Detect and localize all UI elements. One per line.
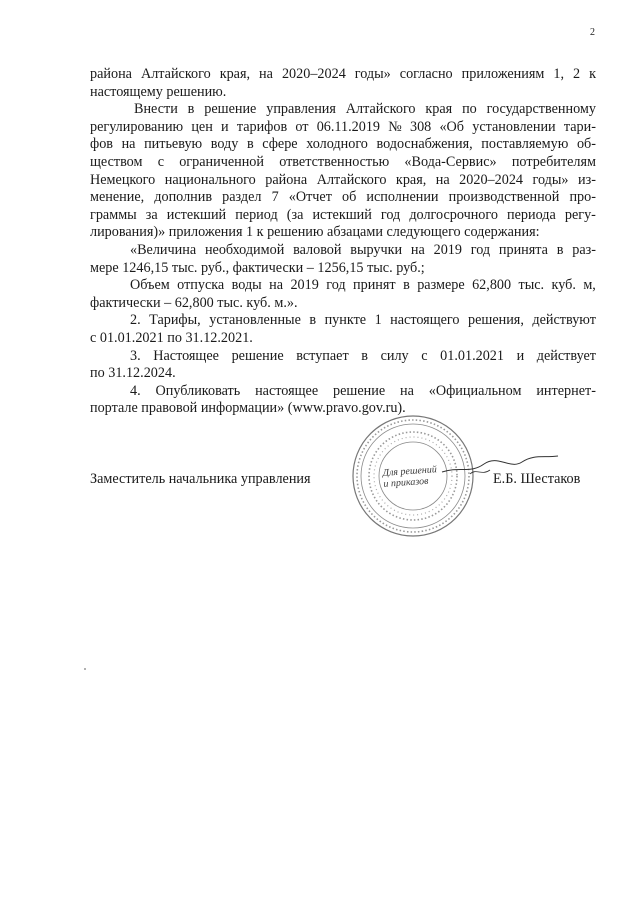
text-line: по 31.12.2024.	[90, 365, 176, 382]
text-line: с 01.01.2021 по 31.12.2021.	[90, 329, 253, 346]
paragraph-amendment	[90, 101, 596, 242]
text-line: лирования)» приложения 1 к решению абзацами следующего содержания:	[90, 224, 540, 241]
scan-artifact	[84, 668, 86, 670]
text-line: 4. Опубликовать настоящее решение на «Официальном интернет-	[130, 382, 596, 399]
text-line: портале правовой информации» (www.pravo.gov.ru).	[90, 400, 406, 417]
paragraph-water-volume	[90, 277, 596, 312]
text-line: «Величина необходимой валовой выручки на 2019 год принята в раз-	[130, 241, 596, 258]
text-line: района Алтайского края, на 2020–2024 годы» согласно приложениям 1, 2 к	[90, 66, 596, 82]
paragraph-continuation	[90, 66, 596, 101]
paragraph-revenue	[90, 242, 596, 277]
text-line: Внести в решение управления Алтайского края по государственному	[134, 101, 596, 118]
text-line: Немецкого национального района Алтайского края, на 2020–2024 годы» из-	[90, 171, 596, 188]
text-line: 3. Настоящее решение вступает в силу с 01.01.2021 и действует	[130, 347, 596, 364]
text-line: 2. Тарифы, установленные в пункте 1 настоящего решения, действуют	[130, 312, 596, 329]
document-body	[90, 66, 596, 418]
text-line: мере 1246,15 тыс. руб., фактически – 1256,15 тыс. руб.;	[90, 259, 425, 276]
signatory-name: Е.Б. Шестаков	[493, 471, 581, 487]
paragraph-item-4	[90, 383, 596, 418]
text-line: фактически – 62,800 тыс. куб. м.».	[90, 294, 298, 311]
paragraph-item-3	[90, 348, 596, 383]
text-line: Объем отпуска воды на 2019 год принят в размере 62,800 тыс. куб. м,	[130, 277, 596, 294]
page-number: 2	[590, 27, 595, 38]
signatory-title: Заместитель начальника управления	[90, 471, 311, 487]
text-line: регулированию цен и тарифов от 06.11.2019 № 308 «Об установлении тари-	[90, 118, 596, 135]
text-line: граммы за истекший период (за истекший год долгосрочного периода регу-	[90, 206, 596, 223]
text-line: фов на питьевую воду в сфере холодного водоснабжения, поставляемую об-	[90, 136, 596, 153]
stamp-text: Для решений и приказов	[382, 464, 438, 490]
text-line: настоящему решению.	[90, 83, 227, 100]
text-line: менение, дополнив раздел 7 «Отчет об исполнении производственной про-	[90, 189, 596, 206]
paragraph-item-2	[90, 312, 596, 347]
text-line: ществом с ограниченной ответственностью «Вода-Сервис» потребителям	[90, 153, 596, 170]
